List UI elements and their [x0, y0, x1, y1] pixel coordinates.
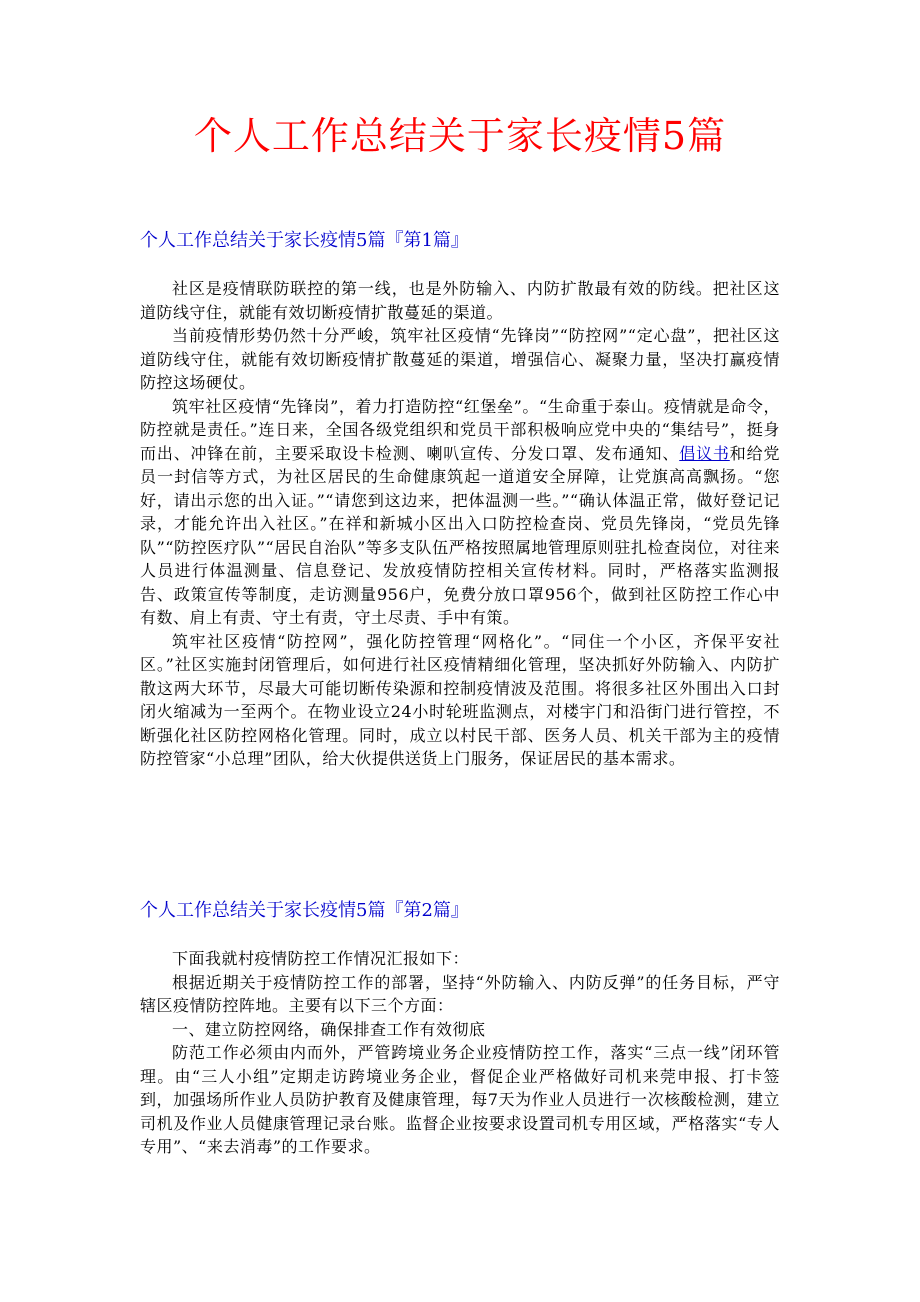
paragraph: 防范工作必须由内而外，严管跨境业务企业疫情防控工作，落实“三点一线”闭环管理。由“三人小组”定期走访跨境业务企业，督促企业严格做好司机来莞申报、打卡签到，加强场所作业人员防护教育及健康管理，每7天为作业人员进行一次核酸检测，建立司机及作业人员健康管理记录台账。监督企业按要求设置司机专用区域，严格落实“专人专用”、“来去消毒”的工作要求。: [140, 1043, 780, 1156]
article-section-1: [140, 227, 780, 771]
section-heading-2: 个人工作总结关于家长疫情5篇『第2篇』: [140, 900, 469, 921]
paragraph: 社区是疫情联防联控的第一线，也是外防输入、内防扩散最有效的防线。把社区这道防线守住，就能有效切断疫情扩散蔓延的渠道。: [140, 279, 780, 322]
section-body-2: [140, 947, 780, 1159]
paragraph: 筑牢社区疫情“防控网”，强化防控管理“网格化”。“同住一个小区，齐保平安社区。”社区实施封闭管理后，如何进行社区疫情精细化管理，坚决抓好外防输入、内防扩散这两大环节，尽最大可能切断传染源和控制疫情波及范围。将很多社区外围出入口封闭火缩减为一至两个。在物业设立24小时轮班监测点，对楼宇门和沿街门进行管控，不断强化社区防控网格化管理。同时，成立以村民干部、医务人员、机关干部为主的疫情防控管家“小总理”团队，给大伙提供送货上门服务，保证居民的基本需求。: [140, 631, 780, 768]
paragraph: 一、建立防控网络，确保排查工作有效彻底: [172, 1019, 486, 1039]
section-heading-1: 个人工作总结关于家长疫情5篇『第1篇』: [140, 230, 469, 251]
paragraph-text-before-link: 筑牢社区疫情“先锋岗”，着力打造防控“红堡垒”。“生命重于泰山。疫情就是命令，防控就是责任。”连日来，全国各级党组织和党员干部积极响应党中央的“集结号”，挺身而出、冲锋在前，主要采取设卡检测、喇叭宣传、分发口罩、发布通知、: [140, 396, 780, 463]
paragraph: 当前疫情形势仍然十分严峻，筑牢社区疫情“先锋岗”“防控网”“定心盘”，把社区这道防线守住，就能有效切断疫情扩散蔓延的渠道，增强信心、凝聚力量，坚决打赢疫情防控这场硬仗。: [140, 326, 780, 392]
paragraph-with-link: [140, 395, 780, 630]
paragraph-text-after-link: 和给党员一封信等方式，为社区居民的生命健康筑起一道道安全屏障，让党旗高高飘扬。“您好，请出示您的出入证。”“请您到这边来，把体温测一些。”“确认体温正常，做好登记记录，才能允许出入社区。”在祥和新城小区出入口防控检查岗、党员先锋岗，“党员先锋队”“防控医疗队”“居民自治队”等多支队伍严格按照属地管理原则驻扎检查岗位，对往来人员进行体温测量、信息登记、发放疫情防控相关宣传材料。同时，严格落实监测报告、政策宣传等制度，走访测量956户，免费分放口罩956个，做到社区防控工作心中有数、肩上有责、守土有责，守土尽责、手中有策。: [140, 443, 780, 627]
document-title: 个人工作总结关于家长疫情5篇: [193, 114, 727, 158]
article-section-2: [140, 897, 780, 1159]
paragraph: 根据近期关于疫情防控工作的部署，坚持“外防输入、内防反弹”的任务目标，严守辖区疫情防控阵地。主要有以下三个方面：: [140, 972, 780, 1015]
proposal-link[interactable]: 倡议书: [679, 443, 730, 463]
section-body-1: [140, 277, 780, 771]
paragraph: 下面我就村疫情防控工作情况汇报如下：: [172, 949, 470, 968]
